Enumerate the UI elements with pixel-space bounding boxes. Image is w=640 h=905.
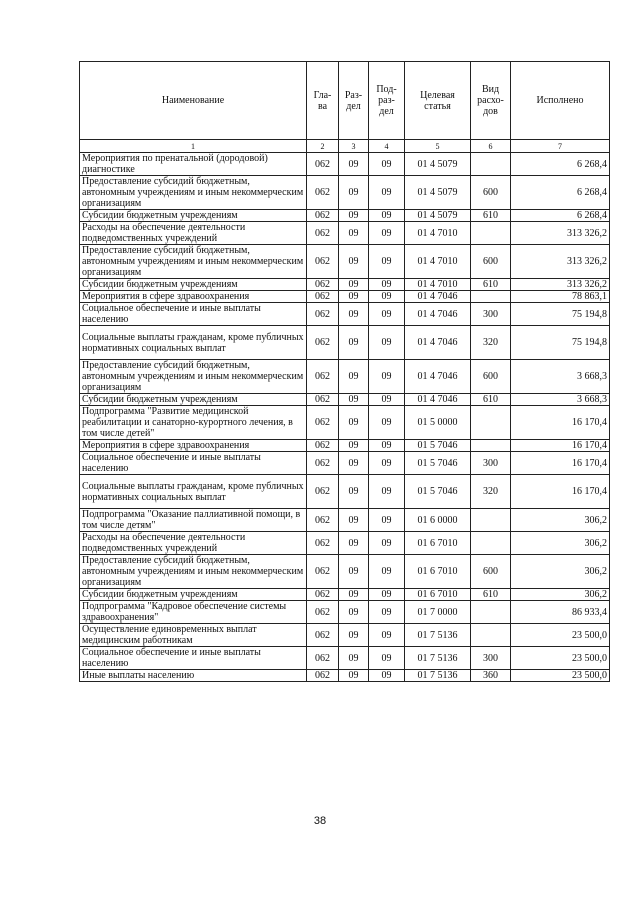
executed-amount: 16 170,4 — [511, 475, 610, 509]
row-name: Подпрограмма "Развитие медицинской реабилитации и санаторно-курортного лечения, в том числе детей" — [80, 406, 307, 440]
expense-type: 610 — [471, 394, 511, 406]
executed-amount: 6 268,4 — [511, 210, 610, 222]
section-code: 09 — [339, 670, 369, 682]
section-code: 09 — [339, 589, 369, 601]
row-name: Субсидии бюджетным учреждениям — [80, 210, 307, 222]
expense-type — [471, 440, 511, 452]
column-number: 6 — [471, 140, 511, 153]
row-name: Предоставление субсидий бюджетным, автономным учреждениям и иным некоммерческим организациям — [80, 245, 307, 279]
target-article: 01 5 7046 — [405, 440, 471, 452]
subsection-code: 09 — [369, 452, 405, 475]
chapter-code: 062 — [307, 589, 339, 601]
subsection-code: 09 — [369, 624, 405, 647]
chapter-code: 062 — [307, 222, 339, 245]
target-article: 01 4 7010 — [405, 245, 471, 279]
section-code: 09 — [339, 394, 369, 406]
section-code: 09 — [339, 452, 369, 475]
expense-type: 320 — [471, 326, 511, 360]
expense-type: 600 — [471, 360, 511, 394]
table-row — [80, 624, 610, 647]
executed-amount: 3 668,3 — [511, 360, 610, 394]
subsection-code: 09 — [369, 589, 405, 601]
row-name: Иные выплаты населению — [80, 670, 307, 682]
section-code: 09 — [339, 222, 369, 245]
target-article: 01 4 7046 — [405, 326, 471, 360]
target-article: 01 4 7046 — [405, 291, 471, 303]
section-code: 09 — [339, 291, 369, 303]
target-article: 01 6 7010 — [405, 532, 471, 555]
expense-type — [471, 406, 511, 440]
row-name: Субсидии бюджетным учреждениям — [80, 589, 307, 601]
table-row — [80, 601, 610, 624]
subsection-code: 09 — [369, 406, 405, 440]
target-article: 01 4 5079 — [405, 176, 471, 210]
chapter-code: 062 — [307, 360, 339, 394]
expense-type: 600 — [471, 176, 511, 210]
table-row — [80, 326, 610, 360]
chapter-code: 062 — [307, 440, 339, 452]
subsection-code: 09 — [369, 222, 405, 245]
executed-amount: 313 326,2 — [511, 222, 610, 245]
table-row — [80, 222, 610, 245]
table-row — [80, 670, 610, 682]
executed-amount: 306,2 — [511, 509, 610, 532]
section-code: 09 — [339, 509, 369, 532]
expense-type: 610 — [471, 279, 511, 291]
target-article: 01 5 7046 — [405, 475, 471, 509]
executed-amount: 78 863,1 — [511, 291, 610, 303]
executed-amount: 306,2 — [511, 589, 610, 601]
section-code: 09 — [339, 210, 369, 222]
section-code: 09 — [339, 624, 369, 647]
section-code: 09 — [339, 303, 369, 326]
section-code: 09 — [339, 647, 369, 670]
table-row — [80, 153, 610, 176]
chapter-code: 062 — [307, 245, 339, 279]
executed-amount: 75 194,8 — [511, 303, 610, 326]
subsection-code: 09 — [369, 176, 405, 210]
expense-type — [471, 509, 511, 532]
chapter-code: 062 — [307, 509, 339, 532]
section-code: 09 — [339, 153, 369, 176]
expense-type — [471, 291, 511, 303]
executed-amount: 16 170,4 — [511, 406, 610, 440]
row-name: Осуществление единовременных выплат медицинским работникам — [80, 624, 307, 647]
executed-amount: 75 194,8 — [511, 326, 610, 360]
column-number: 1 — [80, 140, 307, 153]
column-header: Раз- дел — [339, 62, 369, 140]
row-name: Подпрограмма "Оказание паллиативной помощи, в том числе детям" — [80, 509, 307, 532]
row-name: Социальные выплаты гражданам, кроме публичных нормативных социальных выплат — [80, 326, 307, 360]
expense-type: 610 — [471, 589, 511, 601]
chapter-code: 062 — [307, 176, 339, 210]
subsection-code: 09 — [369, 555, 405, 589]
row-name: Подпрограмма "Кадровое обеспечение системы здравоохранения" — [80, 601, 307, 624]
executed-amount: 23 500,0 — [511, 670, 610, 682]
executed-amount: 306,2 — [511, 532, 610, 555]
subsection-code: 09 — [369, 440, 405, 452]
subsection-code: 09 — [369, 670, 405, 682]
target-article: 01 6 7010 — [405, 555, 471, 589]
chapter-code: 062 — [307, 647, 339, 670]
executed-amount: 86 933,4 — [511, 601, 610, 624]
executed-amount: 16 170,4 — [511, 452, 610, 475]
expense-type — [471, 624, 511, 647]
column-header: Гла- ва — [307, 62, 339, 140]
table-row — [80, 532, 610, 555]
subsection-code: 09 — [369, 647, 405, 670]
executed-amount: 313 326,2 — [511, 245, 610, 279]
budget-table — [79, 61, 610, 682]
executed-amount: 6 268,4 — [511, 176, 610, 210]
chapter-code: 062 — [307, 452, 339, 475]
expense-type: 320 — [471, 475, 511, 509]
row-name: Предоставление субсидий бюджетным, автономным учреждениям и иным некоммерческим организациям — [80, 555, 307, 589]
subsection-code: 09 — [369, 291, 405, 303]
target-article: 01 7 5136 — [405, 670, 471, 682]
chapter-code: 062 — [307, 153, 339, 176]
row-name: Расходы на обеспечение деятельности подведомственных учреждений — [80, 222, 307, 245]
table-row — [80, 555, 610, 589]
column-number: 4 — [369, 140, 405, 153]
expense-type: 300 — [471, 303, 511, 326]
chapter-code: 062 — [307, 532, 339, 555]
row-name: Социальное обеспечение и иные выплаты населению — [80, 303, 307, 326]
target-article: 01 5 7046 — [405, 452, 471, 475]
target-article: 01 6 7010 — [405, 589, 471, 601]
table-row — [80, 279, 610, 291]
subsection-code: 09 — [369, 210, 405, 222]
subsection-code: 09 — [369, 303, 405, 326]
chapter-code: 062 — [307, 210, 339, 222]
chapter-code: 062 — [307, 326, 339, 360]
target-article: 01 4 5079 — [405, 153, 471, 176]
section-code: 09 — [339, 279, 369, 291]
expense-type — [471, 153, 511, 176]
subsection-code: 09 — [369, 360, 405, 394]
target-article: 01 4 7046 — [405, 360, 471, 394]
subsection-code: 09 — [369, 532, 405, 555]
expense-type — [471, 601, 511, 624]
table-row — [80, 509, 610, 532]
row-name: Мероприятия в сфере здравоохранения — [80, 291, 307, 303]
row-name: Социальные выплаты гражданам, кроме публичных нормативных социальных выплат — [80, 475, 307, 509]
chapter-code: 062 — [307, 303, 339, 326]
section-code: 09 — [339, 326, 369, 360]
column-header: Целевая статья — [405, 62, 471, 140]
column-number-row — [80, 140, 610, 153]
row-name: Социальное обеспечение и иные выплаты населению — [80, 647, 307, 670]
chapter-code: 062 — [307, 279, 339, 291]
row-name: Субсидии бюджетным учреждениям — [80, 394, 307, 406]
chapter-code: 062 — [307, 394, 339, 406]
expense-type: 600 — [471, 245, 511, 279]
table-row — [80, 406, 610, 440]
header-row — [80, 62, 610, 140]
table-header — [80, 62, 610, 140]
target-article: 01 4 7046 — [405, 303, 471, 326]
executed-amount: 3 668,3 — [511, 394, 610, 406]
table-row — [80, 210, 610, 222]
section-code: 09 — [339, 555, 369, 589]
table-row — [80, 647, 610, 670]
expense-type — [471, 222, 511, 245]
column-header: Наименование — [80, 62, 307, 140]
executed-amount: 313 326,2 — [511, 279, 610, 291]
row-name: Расходы на обеспечение деятельности подведомственных учреждений — [80, 532, 307, 555]
table-row — [80, 440, 610, 452]
target-article: 01 4 7010 — [405, 222, 471, 245]
target-article: 01 7 0000 — [405, 601, 471, 624]
target-article: 01 7 5136 — [405, 624, 471, 647]
row-name: Мероприятия по пренатальной (дородовой) диагностике — [80, 153, 307, 176]
subsection-code: 09 — [369, 245, 405, 279]
column-header: Исполнено — [511, 62, 610, 140]
subsection-code: 09 — [369, 509, 405, 532]
chapter-code: 062 — [307, 406, 339, 440]
table-row — [80, 589, 610, 601]
table-row — [80, 245, 610, 279]
executed-amount: 6 268,4 — [511, 153, 610, 176]
executed-amount: 23 500,0 — [511, 647, 610, 670]
section-code: 09 — [339, 601, 369, 624]
target-article: 01 5 0000 — [405, 406, 471, 440]
subsection-code: 09 — [369, 153, 405, 176]
section-code: 09 — [339, 360, 369, 394]
expense-type: 300 — [471, 452, 511, 475]
section-code: 09 — [339, 532, 369, 555]
chapter-code: 062 — [307, 624, 339, 647]
row-name: Социальное обеспечение и иные выплаты населению — [80, 452, 307, 475]
target-article: 01 7 5136 — [405, 647, 471, 670]
table-row — [80, 360, 610, 394]
row-name: Субсидии бюджетным учреждениям — [80, 279, 307, 291]
expense-type: 600 — [471, 555, 511, 589]
subsection-code: 09 — [369, 279, 405, 291]
subsection-code: 09 — [369, 475, 405, 509]
expense-type: 360 — [471, 670, 511, 682]
section-code: 09 — [339, 475, 369, 509]
table-row — [80, 303, 610, 326]
section-code: 09 — [339, 406, 369, 440]
column-header: Вид расхо- дов — [471, 62, 511, 140]
subsection-code: 09 — [369, 394, 405, 406]
executed-amount: 16 170,4 — [511, 440, 610, 452]
page-number: 38 — [313, 815, 327, 827]
column-number: 3 — [339, 140, 369, 153]
expense-type — [471, 532, 511, 555]
column-header: Под- раз- дел — [369, 62, 405, 140]
table-row — [80, 452, 610, 475]
chapter-code: 062 — [307, 601, 339, 624]
executed-amount: 23 500,0 — [511, 624, 610, 647]
section-code: 09 — [339, 176, 369, 210]
column-number: 5 — [405, 140, 471, 153]
executed-amount: 306,2 — [511, 555, 610, 589]
subsection-code: 09 — [369, 601, 405, 624]
section-code: 09 — [339, 245, 369, 279]
table-row — [80, 394, 610, 406]
chapter-code: 062 — [307, 670, 339, 682]
expense-type: 300 — [471, 647, 511, 670]
column-number: 2 — [307, 140, 339, 153]
chapter-code: 062 — [307, 291, 339, 303]
target-article: 01 4 7010 — [405, 279, 471, 291]
target-article: 01 4 7046 — [405, 394, 471, 406]
subsection-code: 09 — [369, 326, 405, 360]
row-name: Предоставление субсидий бюджетным, автономным учреждениям и иным некоммерческим организациям — [80, 360, 307, 394]
section-code: 09 — [339, 440, 369, 452]
table-row — [80, 475, 610, 509]
table-row — [80, 291, 610, 303]
table-row — [80, 176, 610, 210]
chapter-code: 062 — [307, 555, 339, 589]
chapter-code: 062 — [307, 475, 339, 509]
row-name: Мероприятия в сфере здравоохранения — [80, 440, 307, 452]
row-name: Предоставление субсидий бюджетным, автономным учреждениям и иным некоммерческим организациям — [80, 176, 307, 210]
target-article: 01 6 0000 — [405, 509, 471, 532]
table-body — [80, 140, 610, 682]
column-number: 7 — [511, 140, 610, 153]
target-article: 01 4 5079 — [405, 210, 471, 222]
expense-type: 610 — [471, 210, 511, 222]
